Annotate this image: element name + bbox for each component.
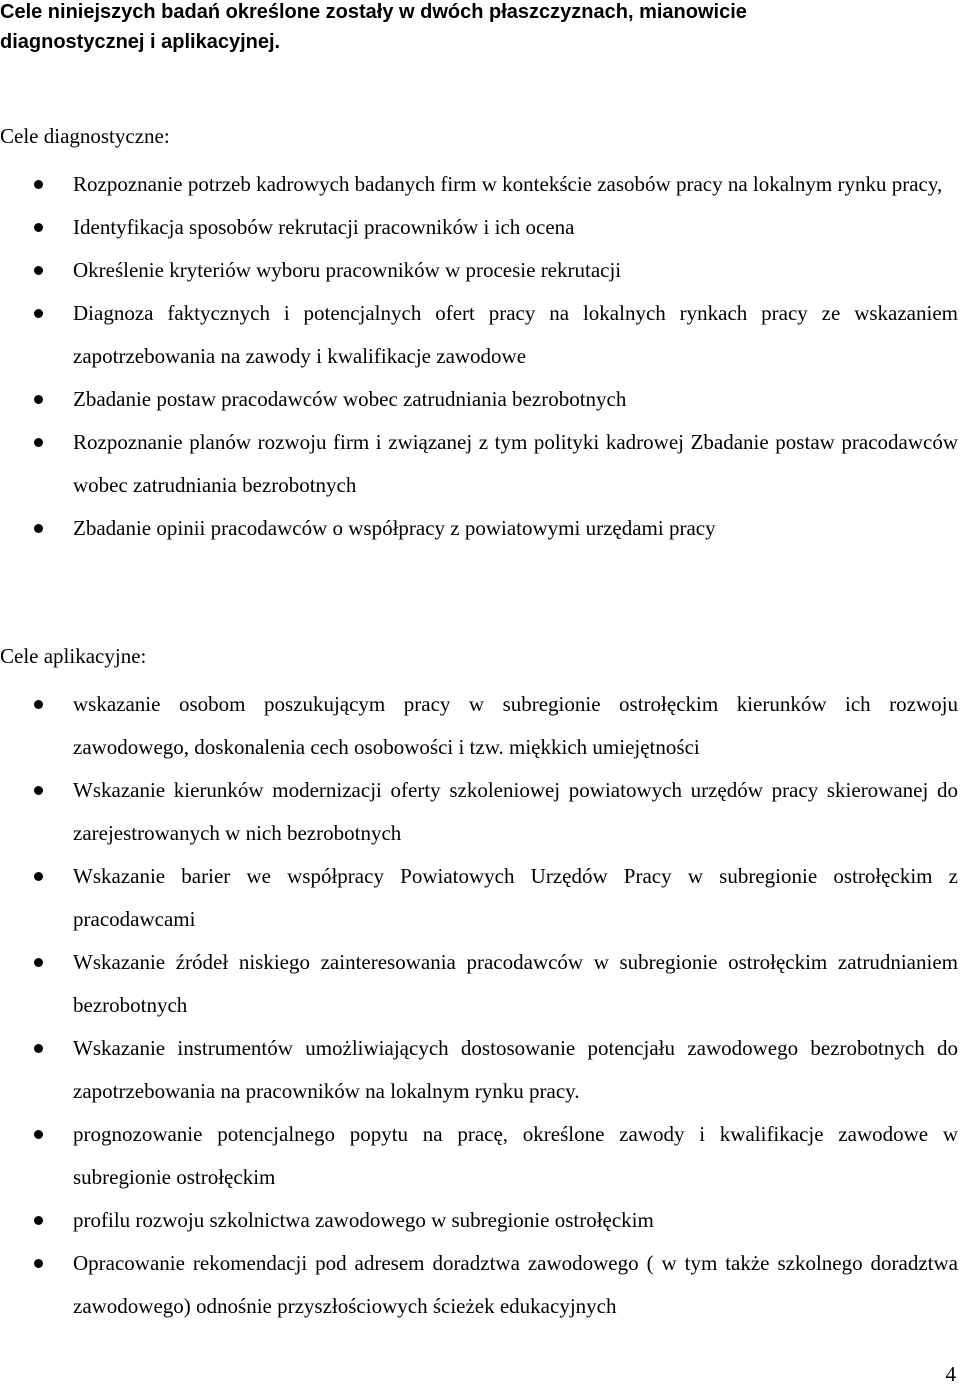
bullet-icon bbox=[34, 1044, 43, 1053]
bullet-icon bbox=[34, 309, 43, 318]
list-item: Opracowanie rekomendacji pod adresem doradztwa zawodowego ( w tym także szkolnego doradztwa zawodowego) odnośnie przyszłościowych ścieżek edukacyjnych bbox=[0, 1242, 958, 1328]
diagnostic-goals-list bbox=[0, 163, 958, 550]
list-item: profilu rozwoju szkolnictwa zawodowego w subregionie ostrołęckim bbox=[0, 1199, 958, 1242]
bullet-icon bbox=[34, 395, 43, 404]
list-item: Diagnoza faktycznych i potencjalnych ofert pracy na lokalnych rynkach pracy ze wskazaniem zapotrzebowania na zawody i kwalifikacje zawodowe bbox=[0, 292, 958, 378]
bullet-icon bbox=[34, 438, 43, 447]
bullet-icon bbox=[34, 223, 43, 232]
bullet-icon bbox=[34, 524, 43, 533]
document-heading: Cele niniejszych badań określone zostały w dwóch płaszczyznach, mianowicie diagnostycznej i aplikacyjnej. bbox=[0, 1, 747, 53]
list-item: Określenie kryteriów wyboru pracowników w procesie rekrutacji bbox=[0, 249, 958, 292]
bullet-icon bbox=[34, 1216, 43, 1225]
list-item: Wskazanie źródeł niskiego zainteresowania pracodawców w subregionie ostrołęckim zatrudnianiem bezrobotnych bbox=[0, 941, 958, 1027]
list-item: wskazanie osobom poszukującym pracy w subregionie ostrołęckim kierunków ich rozwoju zawodowego, doskonalenia cech osobowości i tzw. miękkich umiejętności bbox=[0, 683, 958, 769]
list-item: Rozpoznanie planów rozwoju firm i związanej z tym polityki kadrowej Zbadanie postaw pracodawców wobec zatrudniania bezrobotnych bbox=[0, 421, 958, 507]
list-item: Wskazanie instrumentów umożliwiających dostosowanie potencjału zawodowego bezrobotnych do zapotrzebowania na pracowników na lokalnym rynku pracy. bbox=[0, 1027, 958, 1113]
bullet-icon bbox=[34, 700, 43, 709]
bullet-icon bbox=[34, 266, 43, 275]
page-number: 4 bbox=[945, 1362, 956, 1386]
list-item: Zbadanie opinii pracodawców o współpracy z powiatowymi urzędami pracy bbox=[0, 507, 958, 550]
applied-goals-list bbox=[0, 683, 958, 1328]
list-item: Zbadanie postaw pracodawców wobec zatrudniania bezrobotnych bbox=[0, 378, 958, 421]
applied-goals-title: Cele aplikacyjne: bbox=[0, 644, 147, 668]
bullet-icon bbox=[34, 958, 43, 967]
bullet-icon bbox=[34, 786, 43, 795]
bullet-icon bbox=[34, 1130, 43, 1139]
diagnostic-goals-title: Cele diagnostyczne: bbox=[0, 124, 170, 148]
bullet-icon bbox=[34, 1259, 43, 1268]
list-item: Wskazanie barier we współpracy Powiatowych Urzędów Pracy w subregionie ostrołęckim z pracodawcami bbox=[0, 855, 958, 941]
list-item: Wskazanie kierunków modernizacji oferty szkoleniowej powiatowych urzędów pracy skierowanej do zarejestrowanych w nich bezrobotnych bbox=[0, 769, 958, 855]
list-item: Identyfikacja sposobów rekrutacji pracowników i ich ocena bbox=[0, 206, 958, 249]
bullet-icon bbox=[34, 872, 43, 881]
list-item: Rozpoznanie potrzeb kadrowych badanych firm w kontekście zasobów pracy na lokalnym rynku pracy, bbox=[0, 163, 958, 206]
list-item: prognozowanie potencjalnego popytu na pracę, określone zawody i kwalifikacje zawodowe w subregionie ostrołęckim bbox=[0, 1113, 958, 1199]
bullet-icon bbox=[34, 180, 43, 189]
